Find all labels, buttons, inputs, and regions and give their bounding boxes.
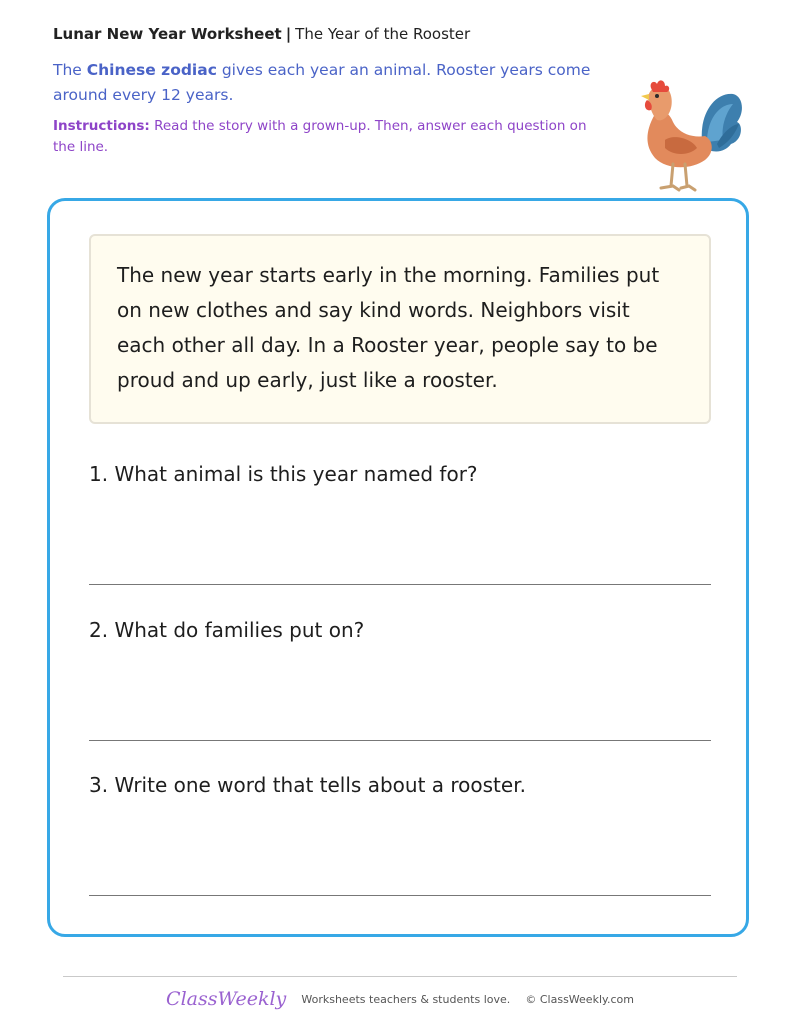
story-text: The new year starts early in the morning. Families put on new clothes and say kind words. Neighbors visit each other all day. In a Rooster year, people say to be proud and up early, just like a rooster. — [117, 263, 660, 392]
worksheet-subtitle: The Year of the Rooster — [295, 25, 471, 43]
intro-pre: The — [53, 61, 87, 79]
intro-post: gives each year an animal. Rooster years come around every 12 years. — [53, 61, 591, 104]
intro-keyword: Chinese zodiac — [86, 61, 217, 79]
answer-line-2[interactable] — [89, 740, 711, 741]
answer-line-1[interactable] — [89, 584, 711, 585]
instructions-text: Read the story with a grown-up. Then, answer each question on the line. — [53, 118, 587, 155]
title-separator: | — [285, 25, 292, 43]
footer — [0, 988, 800, 1014]
story-box — [89, 234, 711, 424]
footer-tagline: Worksheets teachers & students love. — [301, 992, 511, 1006]
worksheet-title — [53, 25, 470, 43]
rooster-icon — [633, 78, 745, 198]
brand-logo: ClassWeekly — [166, 988, 287, 1010]
question-1: 1. What animal is this year named for? — [89, 462, 478, 486]
footer-divider — [63, 976, 737, 977]
question-3: 3. Write one word that tells about a rooster. — [89, 773, 526, 797]
instructions-label: Instructions: — [53, 118, 150, 134]
instructions — [53, 116, 593, 158]
question-2: 2. What do families put on? — [89, 618, 365, 642]
answer-line-3[interactable] — [89, 895, 711, 896]
intro-text — [53, 58, 613, 108]
worksheet-title-bold: Lunar New Year Worksheet — [53, 25, 282, 43]
footer-copyright: © ClassWeekly.com — [525, 992, 634, 1006]
